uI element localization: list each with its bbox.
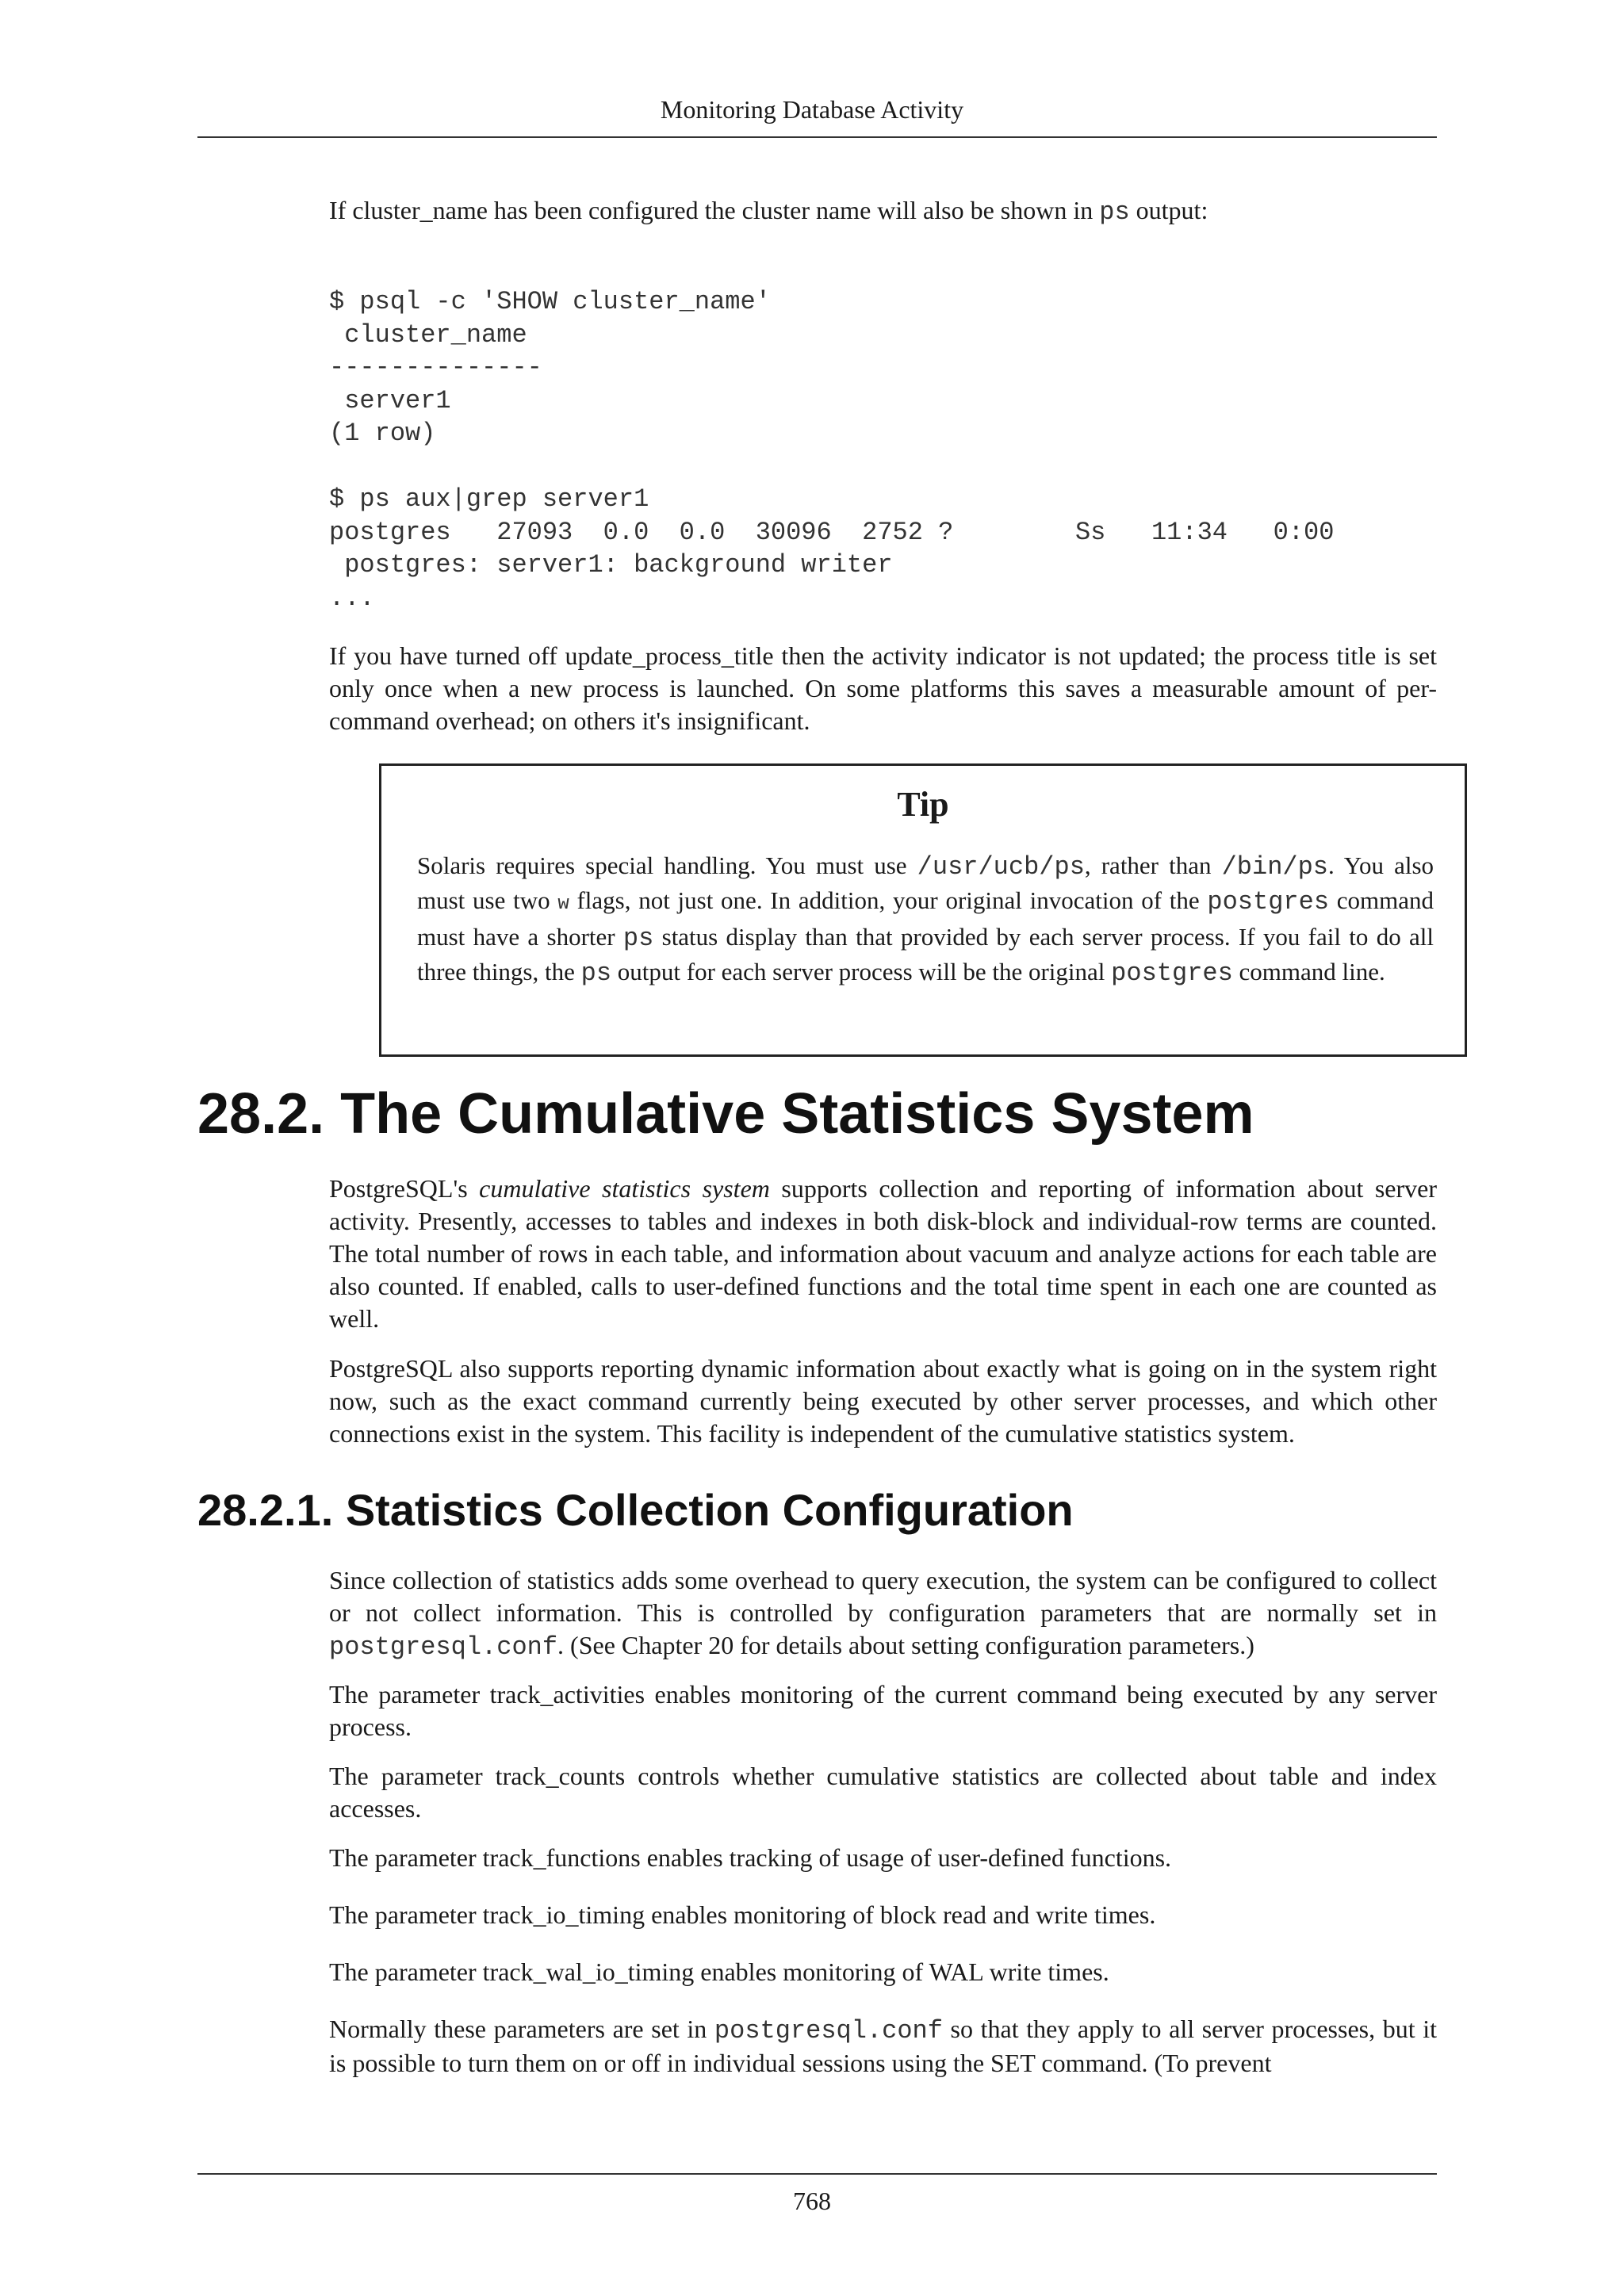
- subsection-paragraph-2: [329, 1678, 1437, 1743]
- inline-code: w: [557, 893, 569, 915]
- footer-rule: [197, 2173, 1437, 2175]
- update-title-paragraph: [329, 640, 1437, 737]
- tip-text: . You also must use two: [417, 851, 1434, 914]
- subsection-heading: 28.2.1. Statistics Collection Configuration: [197, 1485, 1074, 1535]
- subsection-paragraph-3: [329, 1760, 1437, 1825]
- paragraph-text: The parameter track_wal_io_timing enables monitoring of WAL write times.: [329, 1957, 1109, 1986]
- inline-code: ps: [580, 958, 612, 988]
- subsection-paragraph-7: [329, 2013, 1437, 2080]
- inline-code: postgresql.conf: [329, 1632, 558, 1662]
- tip-title: Tip: [897, 785, 949, 824]
- header-rule: [197, 136, 1437, 138]
- inline-code: /bin/ps: [1221, 852, 1328, 882]
- tip-text: command line.: [1232, 957, 1385, 985]
- section-paragraph-1: [329, 1173, 1437, 1335]
- code-block: [329, 285, 1437, 614]
- section-paragraph-2: [329, 1353, 1437, 1450]
- paragraph-text: PostgreSQL also supports reporting dynamic information about exactly what is going on in the system right now, such as the exact command currently being executed by other server processes, and which other connections exist in the system. This facility is independent of the cumulative statistics system.: [329, 1354, 1437, 1448]
- intro-text-end: output:: [1129, 196, 1208, 224]
- page-number: 768: [793, 2187, 831, 2215]
- code-listing: $ psql -c 'SHOW cluster_name' cluster_name -------------- server1 (1 row) $ ps aux|grep server1 postgres 27093 0.0 0.0 30096 2752 ? Ss 11:34 0:00 postgres: server1: background writer ...: [329, 287, 1335, 613]
- inline-code: ps: [1099, 197, 1130, 227]
- inline-code: postgres: [1207, 886, 1330, 916]
- inline-code: postgresql.conf: [714, 2016, 943, 2045]
- paragraph-text: If you have turned off update_process_title then the activity indicator is not updated; the process title is set only once when a new process is launched. On some platforms this saves a measurable amount of per-command overhead; on others it's insignificant.: [329, 641, 1437, 735]
- paragraph-text: The parameter track_io_timing enables monitoring of block read and write times.: [329, 1900, 1156, 1929]
- tip-text: status display than that provided by each server process. If you fail to do all three things, the: [417, 923, 1434, 985]
- tip-body: [417, 849, 1434, 989]
- paragraph-text: Since collection of statistics adds some overhead to query execution, the system can be configured to collect or not collect information. This is controlled by configuration parameters that are normally set in: [329, 1566, 1437, 1627]
- tip-text: output for each server process will be the original: [611, 957, 1112, 985]
- paragraph-text: so that they apply to all server processes, but it is possible to turn them on or off in individual sessions using the SET command. (To prevent: [329, 2015, 1438, 2077]
- tip-text: command must have a shorter: [417, 886, 1434, 951]
- inline-code: /usr/ucb/ps: [917, 852, 1085, 882]
- tip-box: [379, 763, 1467, 1057]
- intro-text: If cluster_name has been configured the cluster name will also be shown in: [329, 196, 1100, 224]
- paragraph-text: The parameter track_activities enables monitoring of the current command being executed by any server process.: [329, 1680, 1437, 1741]
- paragraph-text: Normally these parameters are set in: [329, 2015, 714, 2043]
- inline-code: ps: [622, 924, 654, 953]
- inline-code: postgres: [1111, 958, 1233, 988]
- emphasis-term: cumulative statistics system: [479, 1174, 770, 1203]
- running-header: Monitoring Database Activity: [660, 95, 964, 124]
- subsection-paragraph-1: [329, 1564, 1437, 1663]
- section-heading: 28.2. The Cumulative Statistics System: [197, 1082, 1254, 1146]
- subsection-paragraph-4: [329, 1842, 1437, 1874]
- paragraph-text: The parameter track_counts controls whether cumulative statistics are collected about table and index accesses.: [329, 1762, 1437, 1823]
- tip-text: , rather than: [1084, 851, 1222, 879]
- paragraph-text: The parameter track_functions enables tracking of usage of user-defined functions.: [329, 1843, 1172, 1872]
- subsection-paragraph-6: [329, 1956, 1437, 1988]
- tip-text: Solaris requires special handling. You must use: [417, 851, 917, 879]
- subsection-paragraph-5: [329, 1899, 1437, 1931]
- paragraph-text: supports collection and reporting of information about server activity. Presently, accesses to tables and indexes in both disk-block and individual-row terms are counted. The total number of rows in each table, and information about vacuum and analyze actions for each table are also counted. If enabled, calls to user-defined functions and the total time spent in each one are counted as well.: [329, 1174, 1438, 1333]
- paragraph-text: . (See Chapter 20 for details about setting configuration parameters.): [557, 1631, 1254, 1659]
- paragraph-text: PostgreSQL's: [329, 1174, 480, 1203]
- intro-paragraph: [329, 194, 1437, 228]
- tip-text: flags, not just one. In addition, your original invocation of the: [569, 886, 1208, 914]
